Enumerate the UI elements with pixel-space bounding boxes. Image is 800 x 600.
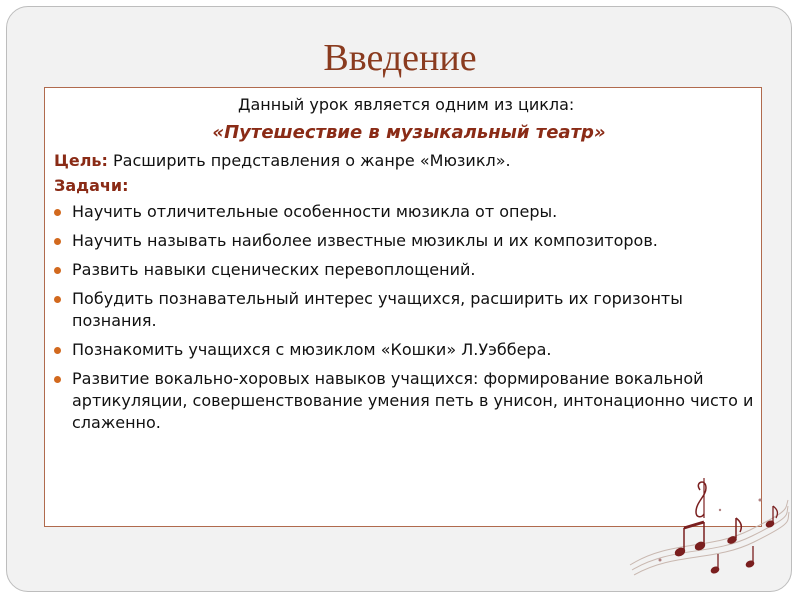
bullet-icon	[54, 296, 61, 303]
task-text: Научить отличительные особенности мюзикла от оперы.	[72, 202, 558, 221]
goal-label: Цель:	[54, 151, 108, 170]
task-text: Побудить познавательный интерес учащихся, расширить их горизонты познания.	[72, 289, 683, 330]
task-text: Развить навыки сценических перевоплощений.	[72, 260, 476, 279]
bullet-icon	[54, 209, 61, 216]
slide-content	[54, 95, 754, 441]
list-item	[54, 339, 754, 361]
list-item	[54, 259, 754, 281]
bullet-icon	[54, 238, 61, 245]
slide-title: Введение	[323, 37, 477, 79]
intro-text: Данный урок является одним из цикла:	[238, 95, 575, 114]
tasks-label: Задачи:	[54, 176, 129, 195]
bullet-icon	[54, 267, 61, 274]
music-notes-icon	[620, 470, 790, 590]
list-item	[54, 230, 754, 252]
task-text: Научить называть наиболее известные мюзиклы и их композиторов.	[72, 231, 658, 250]
list-item	[54, 201, 754, 223]
bullet-icon	[54, 376, 61, 383]
list-item	[54, 288, 754, 332]
goal-line	[54, 150, 754, 172]
task-text: Познакомить учащихся с мюзиклом «Кошки» Л.Уэббера.	[72, 340, 552, 359]
tasks-list	[54, 201, 754, 434]
goal-text: Расширить представления о жанре «Мюзикл».	[107, 151, 511, 170]
bullet-icon	[54, 347, 61, 354]
cycle-subtitle: «Путешествие в музыкальный театр»	[212, 122, 606, 143]
task-text: Развитие вокально-хоровых навыков учащихся: формирование вокальной артикуляции, совершенствование умения петь в унисон, интонационно чисто и слаженно.	[72, 369, 754, 432]
list-item	[54, 368, 754, 434]
